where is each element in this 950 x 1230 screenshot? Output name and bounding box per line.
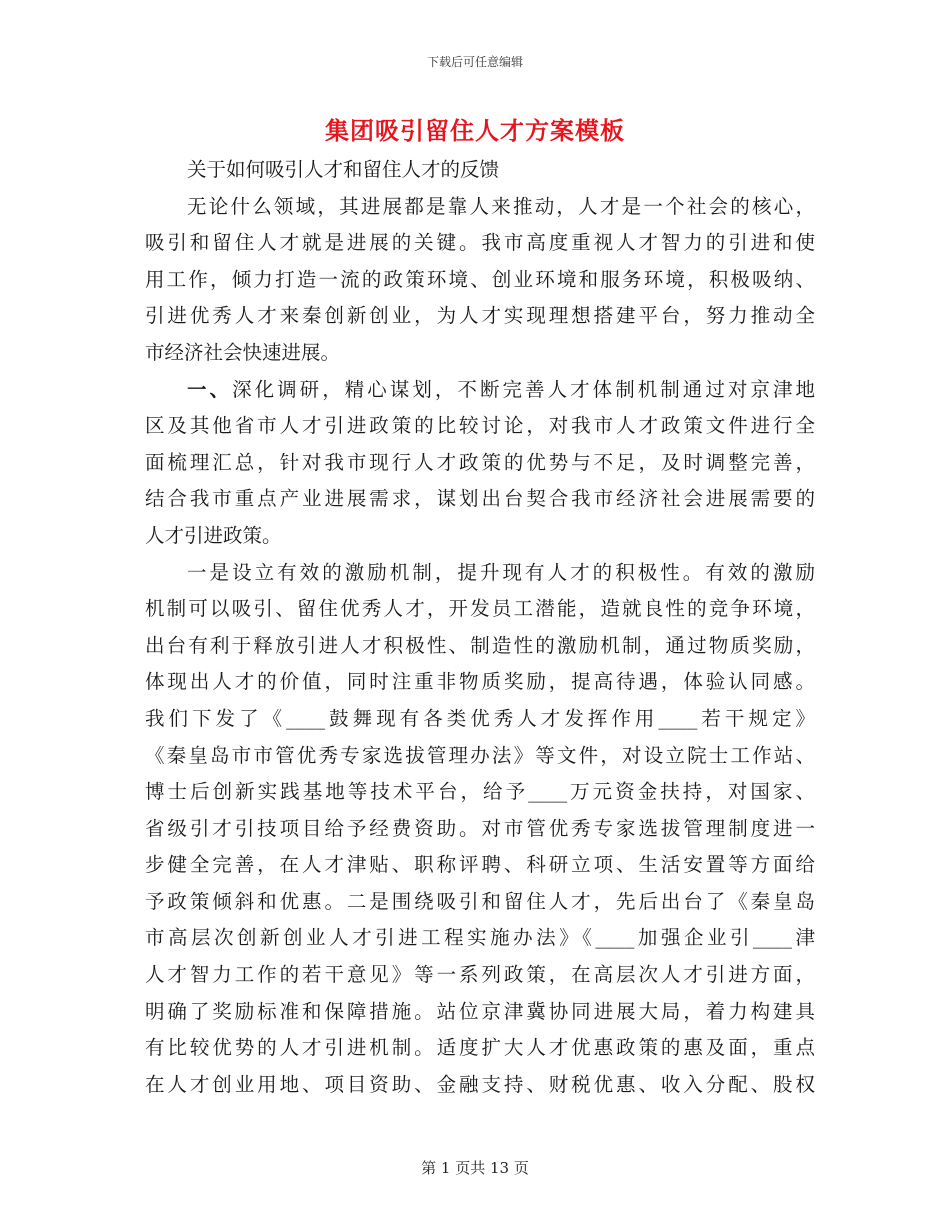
- paragraph-line: 区及其他省市人才引进政策的比较讨论，对我市人才政策文件进行全: [145, 414, 815, 438]
- paragraph-line: [145, 372, 815, 409]
- page-header-note: 下载后可任意编辑: [426, 55, 523, 69]
- document-body: [145, 152, 815, 1103]
- document-title: 集团吸引留住人才方案模板: [325, 116, 625, 145]
- paragraph-line: 市经济社会快速进展。: [145, 340, 341, 364]
- paragraph-line: 省级引才引技项目给予经费资助。对市管优秀专家选拔管理制度进一: [145, 816, 815, 840]
- paragraph-line: 市高层次创新创业人才引进工程实施办法》《____加强企业引____津: [145, 926, 815, 950]
- section-number: 一、: [187, 377, 233, 401]
- paragraph-line: 用工作，倾力打造一流的政策环境、创业环境和服务环境，积极吸纳、: [145, 267, 815, 291]
- section-heading-text: 深化调研，精心谋划，不断完善人才体制机制通过对京津地: [232, 377, 815, 401]
- paragraph-line: 人才引进政策。: [145, 523, 282, 547]
- paragraph-line: 博士后创新实践基地等技术平台，给予____万元资金扶持，对国家、: [145, 780, 815, 804]
- paragraph-line: 面梳理汇总，针对我市现行人才政策的优势与不足，及时调整完善，: [145, 450, 815, 474]
- paragraph-line: 体现出人才的价值，同时注重非物质奖励，提高待遇，体验认同感。: [145, 670, 815, 694]
- paragraph-line: 关于如何吸引人才和留住人才的反馈: [187, 158, 500, 181]
- paragraph-line: 在人才创业用地、项目资助、金融支持、财税优惠、收入分配、股权: [145, 1072, 815, 1096]
- paragraph-line: 明确了奖励标准和保障措施。站位京津冀协同进展大局，着力构建具: [145, 999, 815, 1023]
- paragraph-line: 予政策倾斜和优惠。二是围绕吸引和留住人才，先后出台了《秦皇岛: [145, 889, 815, 913]
- paragraph-line: 《秦皇岛市市管优秀专家选拔管理办法》等文件，对设立院士工作站、: [145, 743, 815, 767]
- page-number: 第 1 页共 13 页: [421, 1159, 529, 1177]
- paragraph-line: 机制可以吸引、留住优秀人才，开发员工潜能，造就良性的竞争环境，: [145, 597, 815, 621]
- paragraph-line: 有比较优势的人才引进机制。适度扩大人才优惠政策的惠及面，重点: [145, 1036, 815, 1060]
- paragraph-line: 无论什么领域，其进展都是靠人来推动，人才是一个社会的核心，: [187, 194, 815, 218]
- paragraph-line: 人才智力工作的若干意见》等一系列政策，在高层次人才引进方面，: [145, 963, 815, 987]
- paragraph-line: 我们下发了《____鼓舞现有各类优秀人才发挥作用____若干规定》: [145, 706, 815, 730]
- paragraph-line: 引进优秀人才来秦创新创业，为人才实现理想搭建平台，努力推动全: [145, 304, 815, 328]
- paragraph-line: 吸引和留住人才就是进展的关键。我市高度重视人才智力的引进和使: [145, 231, 815, 255]
- paragraph-line: 一是设立有效的激励机制，提升现有人才的积极性。有效的激励: [187, 560, 815, 584]
- paragraph-line: 出台有利于释放引进人才积极性、制造性的激励机制，通过物质奖励，: [145, 633, 815, 657]
- paragraph-line: 步健全完善，在人才津贴、职称评聘、科研立项、生活安置等方面给: [145, 853, 815, 877]
- paragraph-line: 结合我市重点产业进展需求，谋划出台契合我市经济社会进展需要的: [145, 487, 815, 511]
